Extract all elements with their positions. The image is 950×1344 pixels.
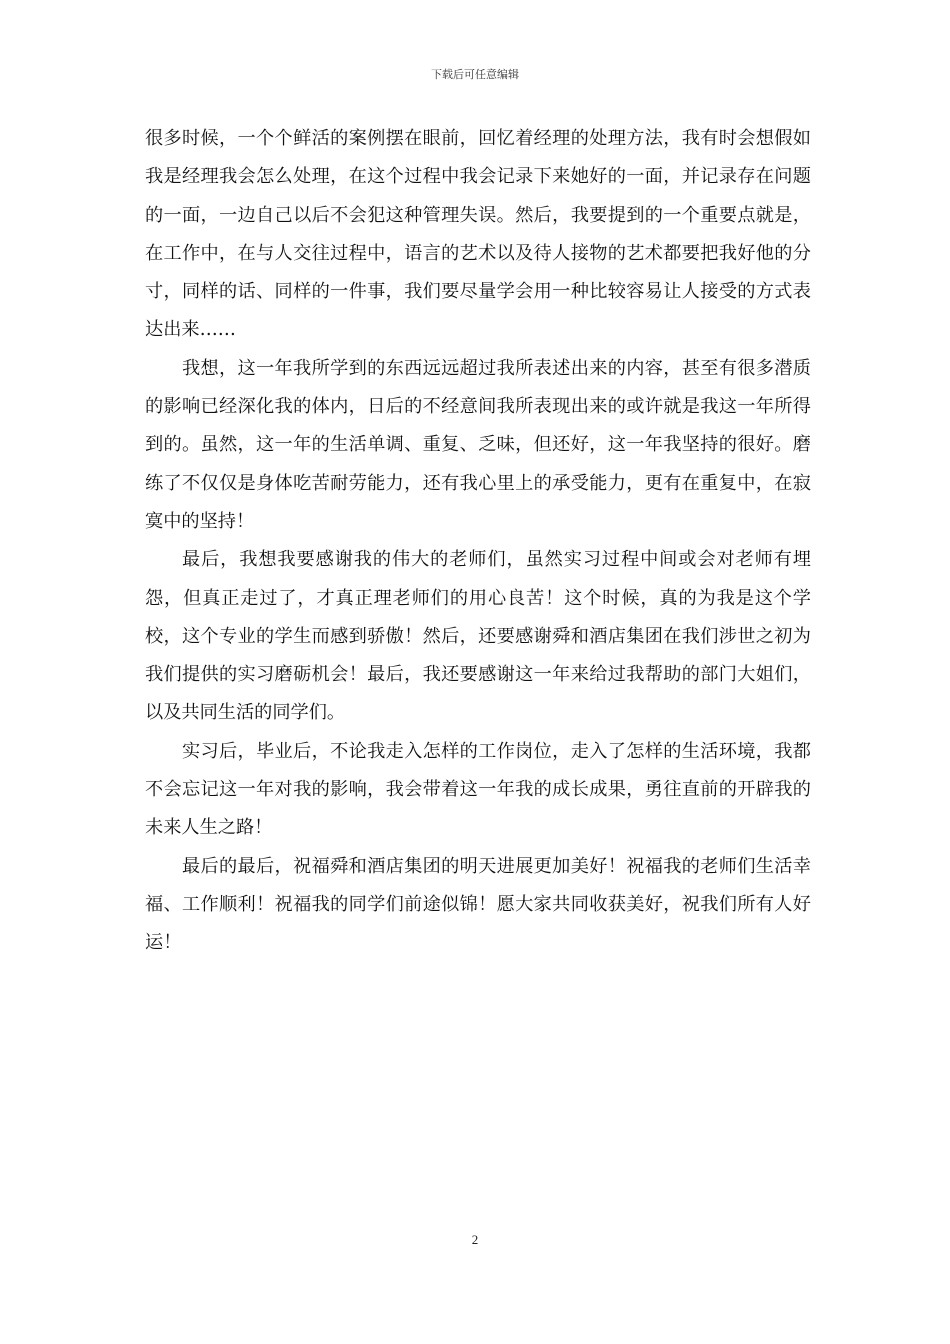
page-header: 下载后可任意编辑 <box>431 68 519 81</box>
body-text <box>145 120 811 963</box>
paragraph-future: 实习后，毕业后，不论我走入怎样的工作岗位，走入了怎样的生活环境，我都不会忘记这一年对我的影响，我会带着这一年我的成长成果，勇往直前的开辟我的未来人生之路！ <box>145 740 811 839</box>
paragraph-continuation: 很多时候，一个个鲜活的案例摆在眼前，回忆着经理的处理方法，我有时会想假如我是经理我会怎么处理，在这个过程中我会记录下来她好的一面，并记录存在问题的一面，一边自己以后不会犯这种管理失误。然后，我要提到的一个重要点就是，在工作中，在与人交往过程中，语言的艺术以及待人接物的艺术都要把我好他的分寸，同样的话、同样的一件事，我们要尽量学会用一种比较容易让人接受的方式表达出来…… <box>145 128 811 341</box>
paragraph-thanks: 最后，我想我要感谢我的伟大的老师们，虽然实习过程中间或会对老师有埋怨，但真正走过了，才真正理老师们的用心良苦！这个时候，真的为我是这个学校，这个专业的学生而感到骄傲！然后，还要感谢舜和酒店集团在我们涉世之初为我们提供的实习磨砺机会！最后，我还要感谢这一年来给过我帮助的部门大姐们，以及共同生活的同学们。 <box>145 549 811 724</box>
page-number: 2 <box>471 1232 479 1247</box>
paragraph-blessing: 最后的最后，祝福舜和酒店集团的明天进展更加美好！祝福我的老师们生活幸福、工作顺利！祝福我的同学们前途似锦！愿大家共同收获美好，祝我们所有人好运！ <box>145 855 811 954</box>
paragraph-reflection: 我想，这一年我所学到的东西远远超过我所表述出来的内容，甚至有很多潜质的影响已经深化我的体内，日后的不经意间我所表现出来的或许就是我这一年所得到的。虽然，这一年的生活单调、重复、乏味，但还好，这一年我坚持的很好。磨练了不仅仅是身体吃苦耐劳能力，还有我心里上的承受能力，更有在重复中，在寂寞中的坚持！ <box>145 357 811 532</box>
